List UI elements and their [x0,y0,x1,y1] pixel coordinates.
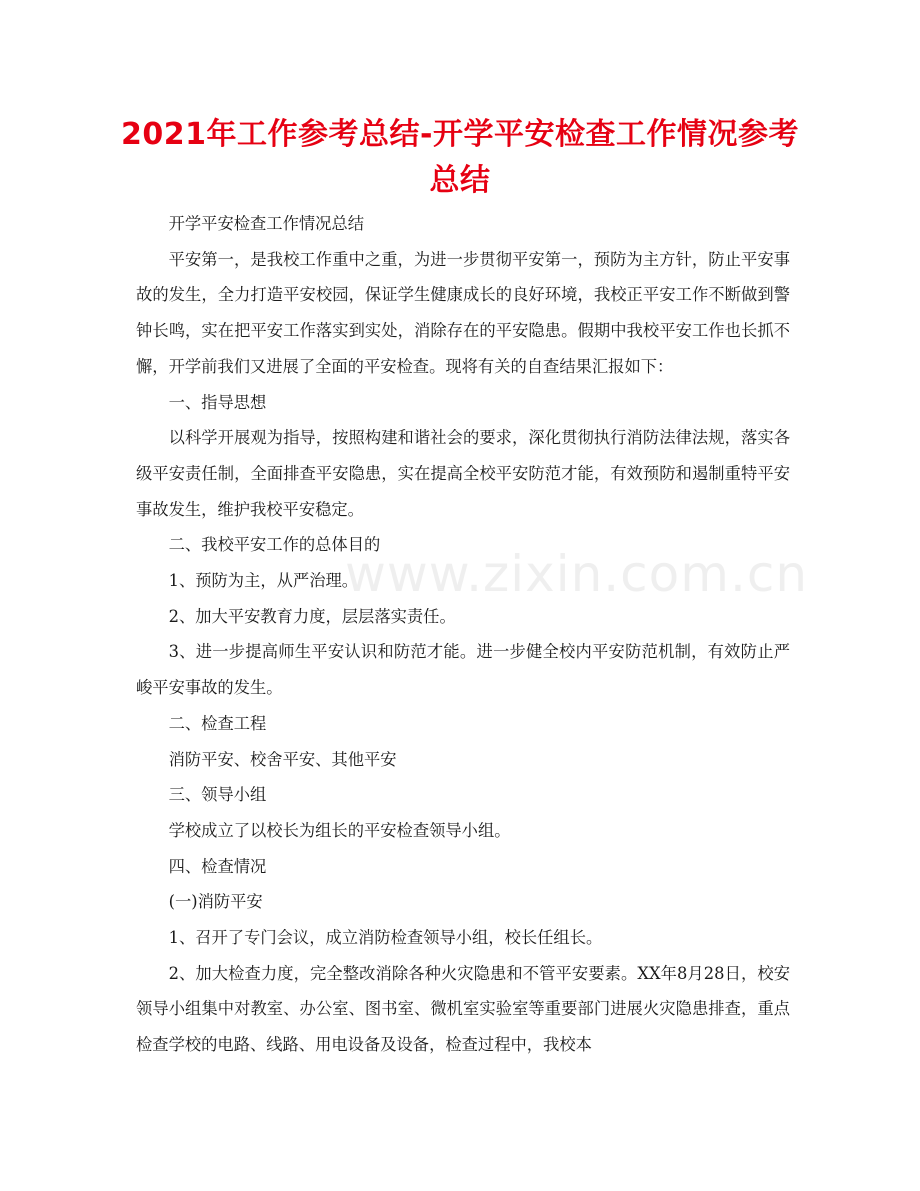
list-item: 2、加大平安教育力度，层层落实责任。 [168,606,456,626]
section-heading: 开学平安检查工作情况总结 [168,214,364,233]
section-heading: 二、检查工程 [168,713,267,733]
document-body [136,206,790,1063]
paragraph: 平安第一，是我校工作重中之重，为进一步贯彻平安第一，预防为主方针，防止平安事故的发生，全力打造平安校园，保证学生健康成长的良好环境，我校正平安工作不断做到警钟长鸣，实在把平安工作落实到实处，消除存在的平安隐患。假期中我校平安工作也长抓不懈，开学前我们又进展了全面的平安检查。现将有关的自查结果汇报如下： [136,249,790,376]
paragraph: 以科学开展观为指导，按照构建和谐社会的要求，深化贯彻执行消防法律法规，落实各级平安责任制，全面排查平安隐患，实在提高全校平安防范才能，有效预防和遏制重特平安事故发生，维护我校平安稳定。 [136,428,790,519]
watermark: www.zixin.com.cn [345,545,809,603]
section-heading: 二、我校平安工作的总体目的 [168,535,381,555]
paragraph: 消防平安、校舍平安、其他平安 [168,749,397,769]
paragraph: 学校成立了以校长为组长的平安检查领导小组。 [168,820,511,840]
list-item: 1、预防为主，从严治理。 [168,571,359,591]
section-heading: 三、领导小组 [168,785,267,805]
document-title: 2021年工作参考总结-开学平安检查工作情况参考总结 [121,117,799,198]
list-item: 2、加大检查力度，完全整改消除各种火灾隐患和不管平安要素。XX年8月28日，校安领导小组集中对教室、办公室、图书室、微机室实验室等重要部门进展火灾隐患排查，重点检查学校的电路、线路、用电设备及设备，检查过程中，我校本 [136,963,790,1055]
section-heading: 一、指导思想 [168,392,267,412]
list-item: 3、进一步提高师生平安认识和防范才能。进一步健全校内平安防范机制，有效防止严峻平安事故的发生。 [136,642,790,698]
section-heading: 四、检查情况 [168,856,267,876]
list-item: 1、召开了专门会议，成立消防检查领导小组，校长任组长。 [168,928,603,948]
subsection-heading: (一)消防平安 [168,892,263,912]
